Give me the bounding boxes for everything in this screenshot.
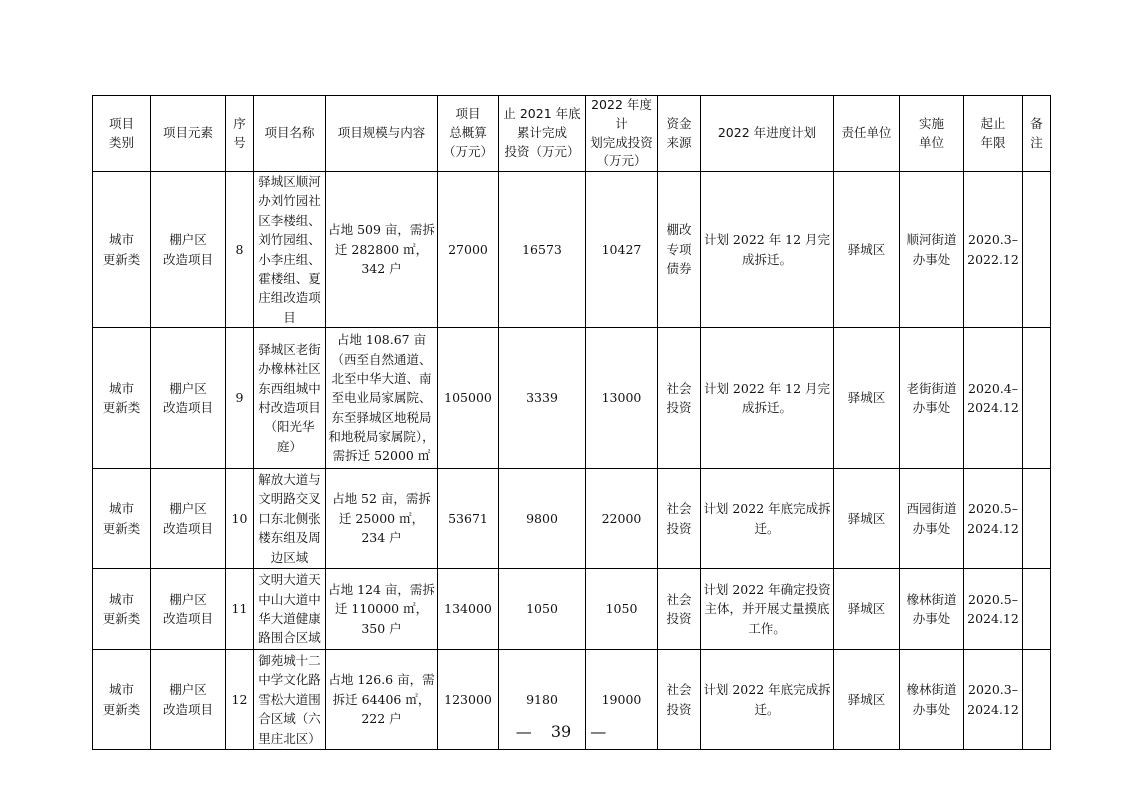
cell-element: 棚户区 改造项目 [151, 469, 226, 569]
cell-plan-2022: 22000 [586, 469, 658, 569]
cell-category: 城市 更新类 [93, 469, 151, 569]
cell-plan-2022: 1050 [586, 569, 658, 650]
cell-name: 文明大道天中山大道中华大道健康路围合区域 [254, 569, 326, 650]
cell-period: 2020.3– 2024.12 [964, 650, 1023, 750]
cell-implementer: 橡林街道 办事处 [900, 569, 964, 650]
table-row [93, 172, 1051, 328]
cell-cumulative: 9800 [499, 469, 586, 569]
cell-plan-2022: 10427 [586, 172, 658, 328]
header-scale: 项目规模与内容 [326, 96, 438, 172]
header-fund-source: 资金 来源 [658, 96, 701, 172]
cell-total: 134000 [438, 569, 499, 650]
cell-element: 棚户区 改造项目 [151, 172, 226, 328]
cell-remark [1023, 469, 1051, 569]
cell-scale: 占地 108.67 亩（西至自然通道、北至中华大道、南至电业局家属院、东至驿城区地税局和地税局家属院），需拆迁 52000 ㎡ [326, 328, 438, 469]
table-row [93, 469, 1051, 569]
cell-responsible: 驿城区 [834, 569, 900, 650]
cell-progress: 计划 2022 年底完成拆迁。 [701, 469, 834, 569]
header-implementer: 实施 单位 [900, 96, 964, 172]
cell-implementer: 西园街道 办事处 [900, 469, 964, 569]
cell-progress: 计划 2022 年 12 月完成拆迁。 [701, 172, 834, 328]
header-name: 项目名称 [254, 96, 326, 172]
cell-total: 105000 [438, 328, 499, 469]
cell-name: 驿城区顺河办刘竹园社区李楼组、刘竹园组、小李庄组、霍楼组、夏庄组改造项目 [254, 172, 326, 328]
cell-category: 城市 更新类 [93, 569, 151, 650]
cell-implementer: 老街街道 办事处 [900, 328, 964, 469]
footer-dash-left: — [515, 722, 532, 741]
cell-plan-2022: 13000 [586, 328, 658, 469]
cell-remark [1023, 569, 1051, 650]
header-cumulative: 止 2021 年底 累计完成 投资（万元） [499, 96, 586, 172]
cell-cumulative: 3339 [499, 328, 586, 469]
header-progress: 2022 年进度计划 [701, 96, 834, 172]
cell-fund-source: 社会 投资 [658, 469, 701, 569]
table-row [93, 328, 1051, 469]
cell-remark [1023, 328, 1051, 469]
cell-plan-2022: 19000 [586, 650, 658, 750]
header-number: 序号 [226, 96, 254, 172]
cell-progress: 计划 2022 年 12 月完成拆迁。 [701, 328, 834, 469]
project-table [92, 95, 1051, 750]
cell-number: 8 [226, 172, 254, 328]
cell-category: 城市 更新类 [93, 172, 151, 328]
cell-total: 53671 [438, 469, 499, 569]
table-header-row [93, 96, 1051, 172]
cell-responsible: 驿城区 [834, 172, 900, 328]
cell-number: 12 [226, 650, 254, 750]
cell-responsible: 驿城区 [834, 469, 900, 569]
cell-cumulative: 9180 [499, 650, 586, 750]
cell-fund-source: 社会 投资 [658, 569, 701, 650]
cell-element: 棚户区 改造项目 [151, 328, 226, 469]
cell-fund-source: 社会 投资 [658, 328, 701, 469]
cell-fund-source: 棚改 专项 债券 [658, 172, 701, 328]
cell-total: 27000 [438, 172, 499, 328]
cell-period: 2020.3– 2022.12 [964, 172, 1023, 328]
header-remark: 备 注 [1023, 96, 1051, 172]
footer-dash-right: — [590, 722, 607, 741]
cell-name: 驿城区老街办橡林社区东西组城中村改造项目（阳光华庭） [254, 328, 326, 469]
cell-progress: 计划 2022 年底完成拆迁。 [701, 650, 834, 750]
cell-category: 城市 更新类 [93, 650, 151, 750]
cell-number: 9 [226, 328, 254, 469]
cell-period: 2020.4– 2024.12 [964, 328, 1023, 469]
cell-period: 2020.5– 2024.12 [964, 569, 1023, 650]
header-plan-2022: 2022 年度计 划完成投资 （万元） [586, 96, 658, 172]
cell-remark [1023, 172, 1051, 328]
header-responsible: 责任单位 [834, 96, 900, 172]
cell-scale: 占地 52 亩，需拆迁 25000 ㎡，234 户 [326, 469, 438, 569]
cell-name: 解放大道与文明路交叉口东北侧张楼东组及周边区域 [254, 469, 326, 569]
cell-scale: 占地 126.6 亩，需拆迁 64406 ㎡，222 户 [326, 650, 438, 750]
header-category: 项目 类别 [93, 96, 151, 172]
cell-scale: 占地 509 亩，需拆迁 282800 ㎡，342 户 [326, 172, 438, 328]
cell-category: 城市 更新类 [93, 328, 151, 469]
cell-element: 棚户区 改造项目 [151, 650, 226, 750]
cell-fund-source: 社会 投资 [658, 650, 701, 750]
cell-total: 123000 [438, 650, 499, 750]
table-row [93, 569, 1051, 650]
cell-progress: 计划 2022 年确定投资主体，并开展丈量摸底工作。 [701, 569, 834, 650]
cell-implementer: 顺河街道 办事处 [900, 172, 964, 328]
cell-cumulative: 16573 [499, 172, 586, 328]
cell-responsible: 驿城区 [834, 328, 900, 469]
cell-name: 御苑城十二中学文化路雪松大道围合区域（六里庄北区） [254, 650, 326, 750]
cell-cumulative: 1050 [499, 569, 586, 650]
cell-number: 11 [226, 569, 254, 650]
cell-period: 2020.5– 2024.12 [964, 469, 1023, 569]
cell-scale: 占地 124 亩，需拆迁 110000 ㎡，350 户 [326, 569, 438, 650]
header-total: 项目 总概算 （万元） [438, 96, 499, 172]
page-number: 39 [550, 722, 572, 741]
cell-element: 棚户区 改造项目 [151, 569, 226, 650]
cell-implementer: 橡林街道 办事处 [900, 650, 964, 750]
cell-responsible: 驿城区 [834, 650, 900, 750]
header-period: 起止 年限 [964, 96, 1023, 172]
page-footer [0, 722, 1122, 741]
header-element: 项目元素 [151, 96, 226, 172]
cell-number: 10 [226, 469, 254, 569]
